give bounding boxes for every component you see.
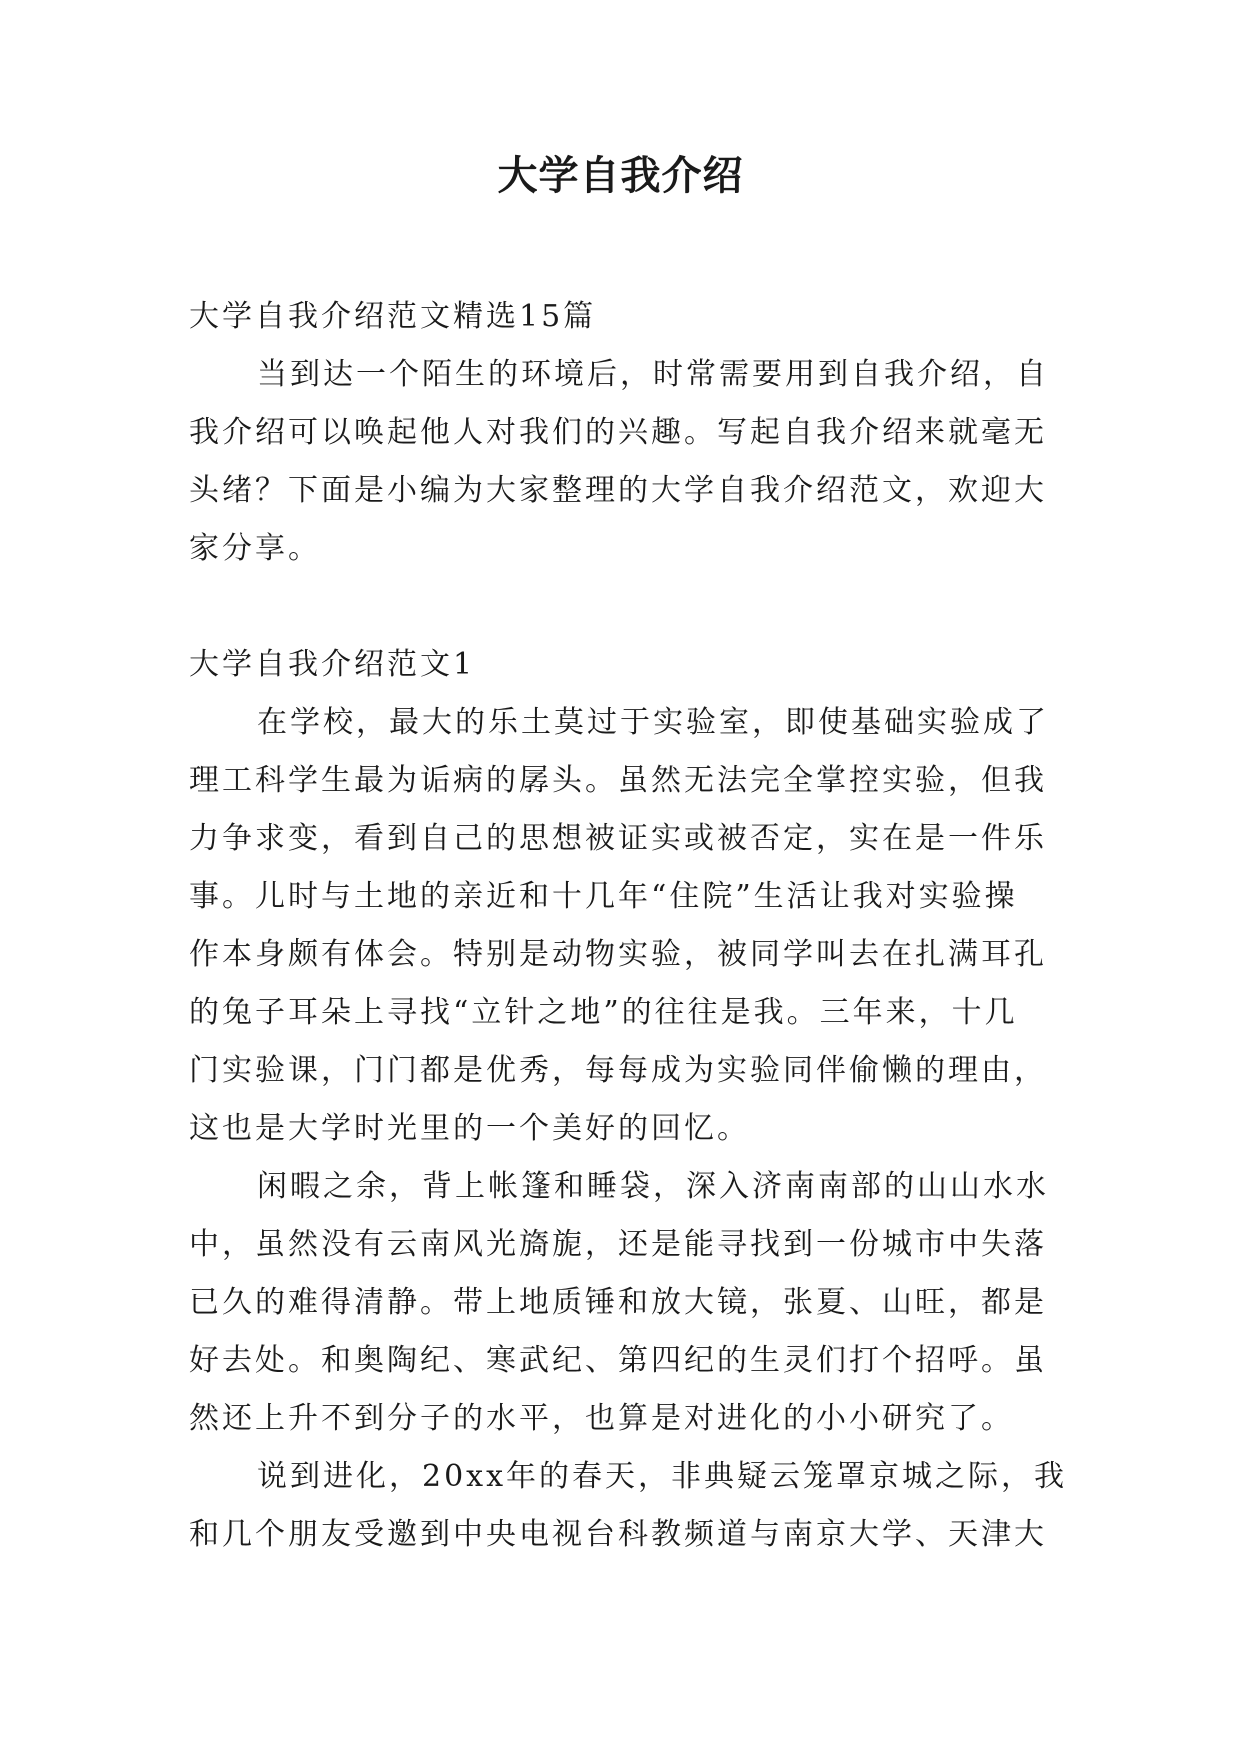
document-title: 大学自我介绍 <box>497 152 744 199</box>
paragraph-line: 说到进化，20xx年的春天，非典疑云笼罩京城之际，我 <box>257 1459 1068 1494</box>
paragraph-line: 门实验课，门门都是优秀，每每成为实验同伴偷懒的理由， <box>189 1053 1047 1088</box>
paragraph-line: 当到达一个陌生的环境后，时常需要用到自我介绍，自 <box>257 357 1049 392</box>
paragraph-line: 的兔子耳朵上寻找“立针之地”的往往是我。三年来，十几 <box>189 995 1018 1030</box>
leisure-paragraph <box>189 1158 1054 1448</box>
section-heading: 大学自我介绍范文1 <box>189 647 476 682</box>
document-body <box>189 288 1068 1564</box>
paragraph-line: 事。儿时与土地的亲近和十几年“住院”生活让我对实验操 <box>189 879 1018 914</box>
paragraph-line: 家分享。 <box>189 531 321 566</box>
paragraph-line: 头绪？下面是小编为大家整理的大学自我介绍范文，欢迎大 <box>189 473 1047 508</box>
paragraph-line: 闲暇之余，背上帐篷和睡袋，深入济南南部的山山水水 <box>257 1169 1049 1204</box>
paragraph-line: 中，虽然没有云南风光旖旎，还是能寻找到一份城市中失落 <box>189 1227 1047 1262</box>
subtitle: 大学自我介绍范文精选15篇 <box>189 299 597 334</box>
lab-paragraph <box>189 694 1054 1158</box>
paragraph-line: 好去处。和奥陶纪、寒武纪、第四纪的生灵们打个招呼。虽 <box>189 1343 1047 1378</box>
paragraph-line: 作本身颇有体会。特别是动物实验，被同学叫去在扎满耳孔 <box>189 937 1047 972</box>
paragraph-line: 在学校，最大的乐土莫过于实验室，即使基础实验成了 <box>257 705 1049 740</box>
intro-paragraph <box>189 346 1054 578</box>
paragraph-line: 力争求变，看到自己的思想被证实或被否定，实在是一件乐 <box>189 821 1047 856</box>
blank-line <box>189 578 1054 636</box>
paragraph-line: 和几个朋友受邀到中央电视台科教频道与南京大学、天津大 <box>189 1517 1047 1552</box>
evolution-paragraph <box>189 1448 1068 1564</box>
paragraph-line: 理工科学生最为诟病的孱头。虽然无法完全掌控实验，但我 <box>189 763 1047 798</box>
paragraph-line: 然还上升不到分子的水平，也算是对进化的小小研究了。 <box>189 1401 1014 1436</box>
paragraph-line: 已久的难得清静。带上地质锤和放大镜，张夏、山旺，都是 <box>189 1285 1047 1320</box>
paragraph-line: 我介绍可以唤起他人对我们的兴趣。写起自我介绍来就毫无 <box>189 415 1047 450</box>
paragraph-line: 这也是大学时光里的一个美好的回忆。 <box>189 1111 750 1146</box>
